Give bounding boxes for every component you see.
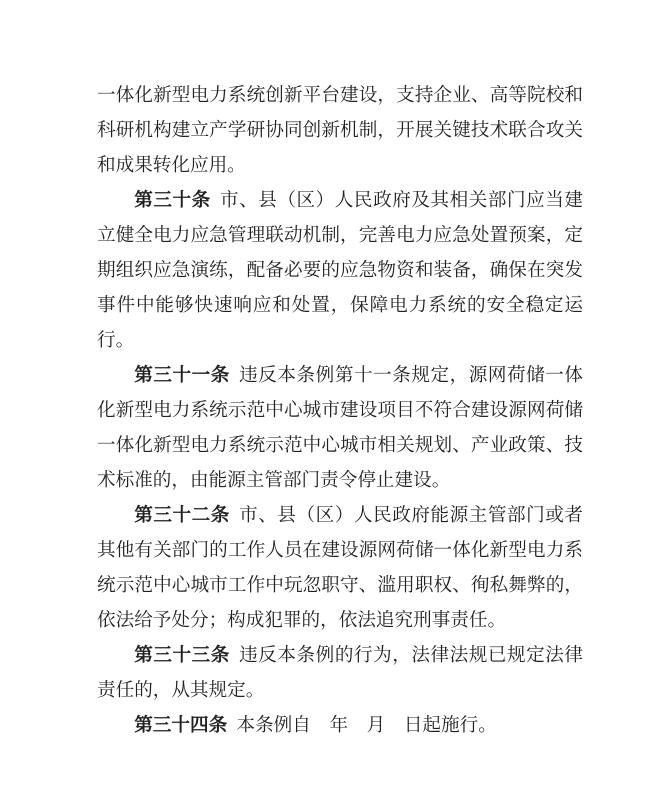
paragraph: [97, 637, 583, 707]
document-body: [97, 77, 583, 742]
paragraph-text: 市、县（区）人民政府能源主管部门或者其他有关部门的工作人员在建设源网荷储一体化新型电力系统示范中心城市工作中玩忽职守、滥用职权、徇私舞弊的，依法给予处分；构成犯罪的，依法追究刑事责任。: [97, 504, 583, 630]
paragraph-text: 违反本条例的行为，法律法规已规定法律责任的，从其规定。: [97, 644, 583, 700]
article-number: 第三十二条: [134, 504, 230, 525]
article-number: 第三十条: [134, 189, 211, 210]
paragraph-text: 违反本条例第十一条规定，源网荷储一体化新型电力系统示范中心城市建设项目不符合建设源网荷储一体化新型电力系统示范中心城市相关规划、产业政策、技术标准的，由能源主管部门责令停止建设。: [97, 364, 583, 490]
article-number: 第三十三条: [134, 644, 230, 665]
paragraph-text: 本条例自 年 月 日起施行。: [236, 714, 497, 735]
paragraph: [97, 182, 583, 357]
article-number: 第三十一条: [134, 364, 230, 385]
paragraph: [97, 497, 583, 637]
paragraph-text: 一体化新型电力系统创新平台建设，支持企业、高等院校和科研机构建立产学研协同创新机制，开展关键技术联合攻关和成果转化应用。: [97, 84, 583, 175]
paragraph: [97, 707, 583, 742]
article-number: 第三十四条: [134, 714, 228, 735]
paragraph: [97, 357, 583, 497]
paragraph-text: 市、县（区）人民政府及其相关部门应当建立健全电力应急管理联动机制，完善电力应急处置预案，定期组织应急演练，配备必要的应急物资和装备，确保在突发事件中能够快速响应和处置，保障电力系统的安全稳定运行。: [97, 189, 583, 350]
paragraph: [97, 77, 583, 182]
